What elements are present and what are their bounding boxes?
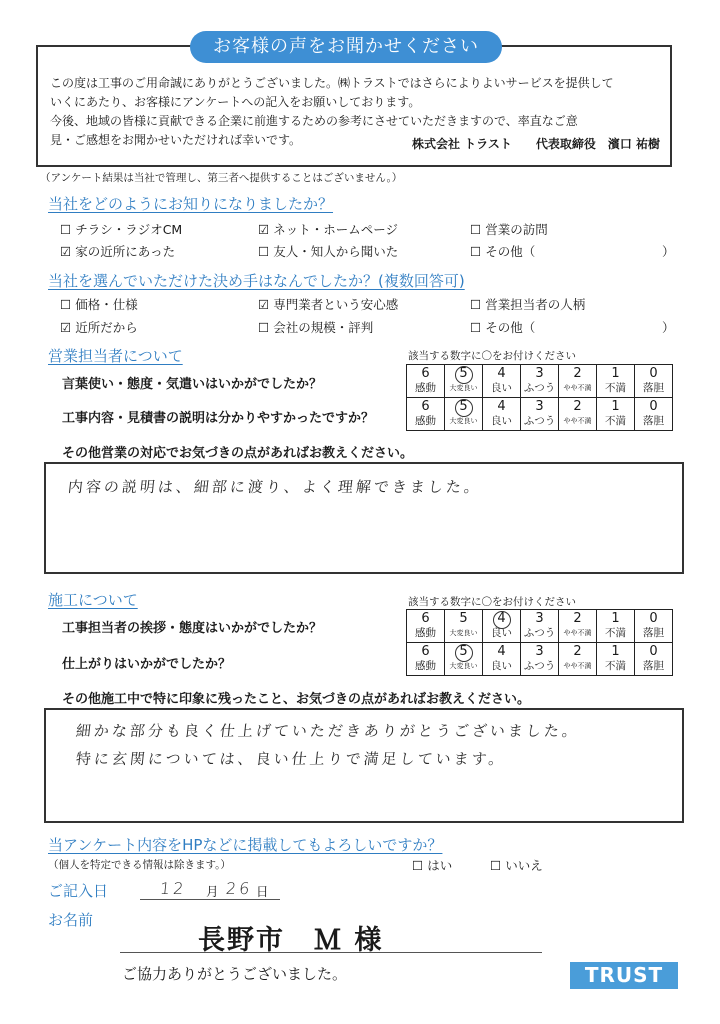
rating-cell-3[interactable]: 3 ふつう (521, 398, 559, 431)
selection-circle (455, 399, 473, 417)
rating-cell-2[interactable]: 2 やや不満 (559, 610, 597, 643)
rating-cell-4[interactable]: 4 良い (483, 365, 521, 398)
rating-cell-0[interactable]: 0 落胆 (635, 398, 673, 431)
rating-cell-6[interactable]: 6 感動 (407, 643, 445, 676)
construction-question-2: 仕上がりはいかがでしたか？ (62, 657, 232, 672)
publish-question: 当アンケート内容をHPなどに掲載してもよろしいですか？ (48, 836, 443, 854)
rating-cell-2[interactable]: 2 やや不満 (559, 365, 597, 398)
publish-note: （個人を特定できる情報は除きます。） (48, 859, 231, 871)
rating-cell-5-selected[interactable]: 5 大変良い (445, 643, 483, 676)
rating-caption: 該当する数字に〇をお付けください (408, 596, 576, 608)
sales-question-2: 工事内容・見積書の説明は分かりやすかったですか？ (62, 411, 375, 426)
rating-cell-1[interactable]: 1 不満 (597, 365, 635, 398)
rating-cell-0[interactable]: 0 落胆 (635, 643, 673, 676)
rating-cell-2[interactable]: 2 やや不満 (559, 643, 597, 676)
rating-cell-4-selected[interactable]: 4 良い (483, 610, 521, 643)
date-underline (140, 899, 280, 900)
entry-day-value: 26 (225, 879, 254, 898)
q2-option[interactable]: ☐ 営業担当者の人柄 (470, 297, 586, 312)
rating-cell-3[interactable]: 3 ふつう (521, 643, 559, 676)
name-underline (120, 952, 542, 953)
q1-option[interactable]: ☐ その他（ (470, 244, 536, 259)
selection-circle (455, 366, 473, 384)
publish-yes-option[interactable]: ☐ はい (412, 858, 453, 873)
sales-rating-table (406, 364, 673, 431)
rating-cell-5-selected[interactable]: 5 大変良い (445, 398, 483, 431)
q1-option-checked[interactable]: ☑ 家の近所にあった (60, 244, 176, 259)
intro-line: いくにあたり、お客様にアンケートへの記入をお願いしております。 (50, 95, 421, 109)
name-label: お名前 (48, 911, 94, 929)
rating-cell-0[interactable]: 0 落胆 (635, 610, 673, 643)
month-unit: 月 (206, 884, 219, 899)
selection-circle (455, 644, 473, 662)
construction-rating-row-2 (407, 643, 673, 676)
rating-cell-6[interactable]: 6 感動 (407, 610, 445, 643)
q1-option[interactable]: ☐ 友人・知人から聞いた (258, 244, 399, 259)
construction-rating-table (406, 609, 673, 676)
thanks-message: ご協力ありがとうございました。 (122, 965, 348, 983)
close-paren: ） (662, 320, 675, 335)
q2-option-checked[interactable]: ☑ 専門業者という安心感 (258, 297, 399, 312)
close-paren: ） (662, 244, 675, 259)
rating-cell-6[interactable]: 6 感動 (407, 398, 445, 431)
rating-cell-5[interactable]: 5 大変良い (445, 610, 483, 643)
q1-option[interactable]: ☐ チラシ・ラジオCM (60, 222, 183, 237)
company-signature: 株式会社 トラスト 代表取締役 濱口 祐樹 (412, 137, 660, 151)
rating-cell-3[interactable]: 3 ふつう (521, 365, 559, 398)
rating-cell-5-selected[interactable]: 5 大変良い (445, 365, 483, 398)
q2-title: 当社を選んでいただけた決め手はなんでしたか？(複数回答可) (48, 272, 465, 290)
construction-section-title: 施工について (48, 591, 138, 609)
rating-cell-4[interactable]: 4 良い (483, 398, 521, 431)
day-unit: 日 (256, 884, 269, 899)
rating-cell-1[interactable]: 1 不満 (597, 610, 635, 643)
sales-rating-row-1 (407, 365, 673, 398)
q2-option[interactable]: ☐ 会社の規模・評判 (258, 320, 374, 335)
intro-line: 今後、地域の皆様に貢献できる企業に前進するための参考にさせていただきますので、率直なご意 (50, 114, 578, 128)
privacy-note: （アンケート結果は当社で管理し、第三者へ提供することはございません。） (40, 172, 403, 184)
rating-cell-6[interactable]: 6 感動 (407, 365, 445, 398)
construction-comment-line-1: 細かな部分も良く仕上げていただきありがとうございました。 (75, 722, 581, 740)
rating-cell-1[interactable]: 1 不満 (597, 398, 635, 431)
construction-question-1: 工事担当者の挨拶・態度はいかがでしたか？ (62, 621, 323, 636)
intro-line: 見・ご感想をお聞かせいただければ幸いです。 (50, 133, 302, 147)
sales-comment-text: 内容の説明は、細部に渡り、よく理解できました。 (67, 478, 483, 496)
publish-no-option[interactable]: ☐ いいえ (490, 858, 543, 873)
rating-cell-4[interactable]: 4 良い (483, 643, 521, 676)
rating-caption: 該当する数字に〇をお付けください (408, 350, 576, 362)
rating-cell-3[interactable]: 3 ふつう (521, 610, 559, 643)
q2-option[interactable]: ☐ 価格・仕様 (60, 297, 138, 312)
q2-option[interactable]: ☐ その他（ (470, 320, 536, 335)
sales-section-title: 営業担当者について (48, 347, 183, 365)
q1-option-checked[interactable]: ☑ ネット・ホームページ (258, 222, 398, 237)
intro-line: この度は工事のご用命誠にありがとうございました。㈱トラストではさらによりよいサービスを提供して (50, 76, 614, 90)
q2-option-checked[interactable]: ☑ 近所だから (60, 320, 138, 335)
entry-date-label: ご記入日 (48, 882, 109, 900)
selection-circle (493, 611, 511, 629)
trust-logo: TRUST (570, 962, 678, 989)
form-title: お客様の声をお聞かせください (190, 31, 502, 63)
customer-name: 長野市 Ｍ 様 (198, 925, 384, 956)
rating-cell-2[interactable]: 2 やや不満 (559, 398, 597, 431)
q1-option[interactable]: ☐ 営業の訪問 (470, 222, 548, 237)
construction-comment-line-2: 特に玄関については、良い仕上りで満足しています。 (75, 750, 508, 768)
construction-rating-row-1 (407, 610, 673, 643)
sales-rating-row-2 (407, 398, 673, 431)
construction-comment-prompt: その他施工中で特に印象に残ったこと、お気づきの点があればお教えください。 (62, 692, 531, 707)
sales-comment-prompt: その他営業の対応でお気づきの点があればお教えください。 (62, 446, 414, 461)
entry-month-value: 12 (159, 879, 188, 898)
sales-question-1: 言葉使い・態度・気遣いはいかがでしたか？ (62, 377, 323, 392)
rating-cell-1[interactable]: 1 不満 (597, 643, 635, 676)
q1-title: 当社をどのようにお知りになりましたか？ (48, 195, 334, 213)
rating-cell-0[interactable]: 0 落胆 (635, 365, 673, 398)
